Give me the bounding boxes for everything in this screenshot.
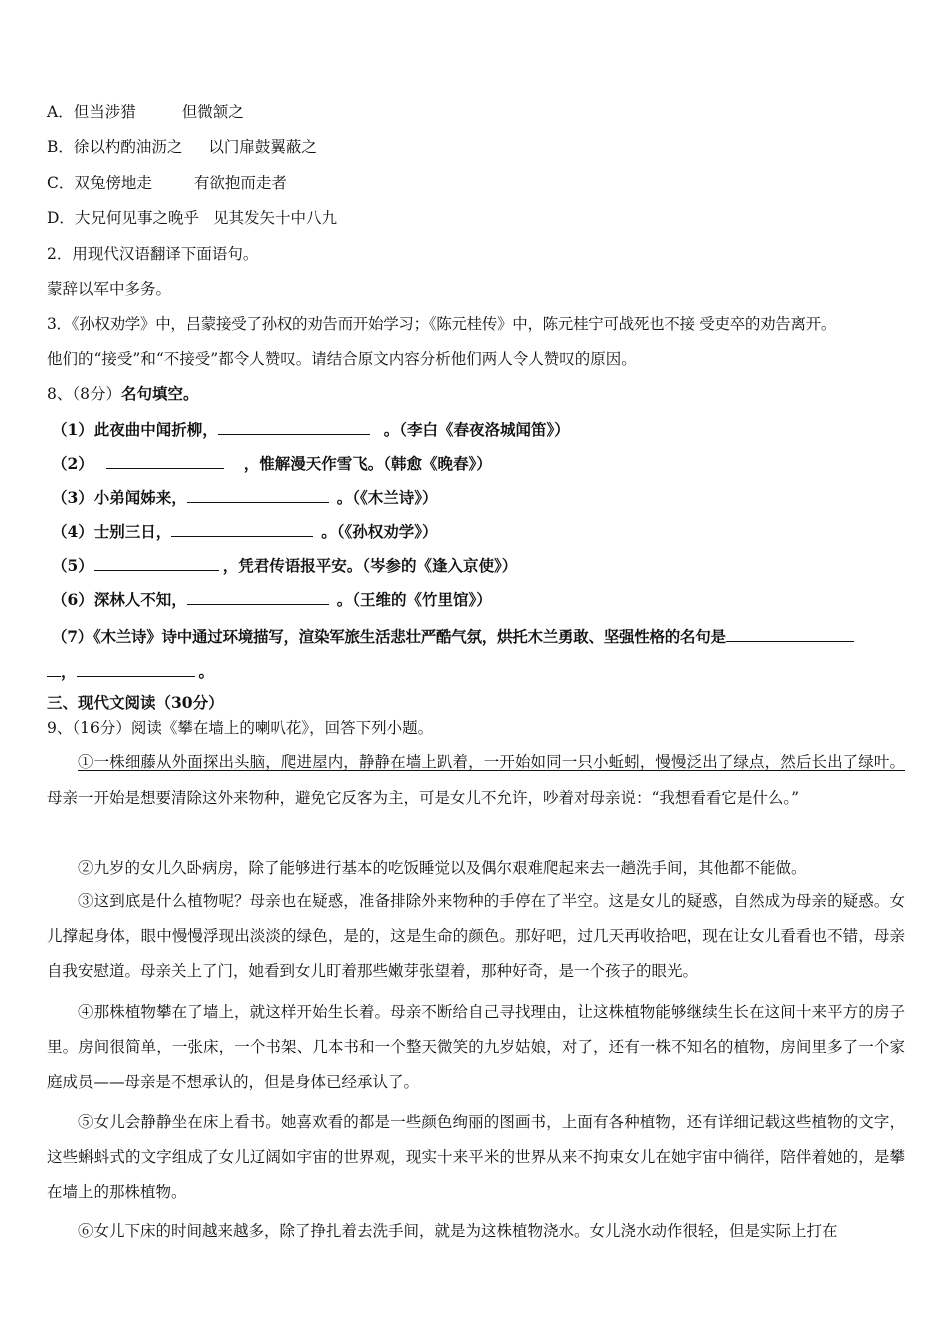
question-8-header: [47, 384, 199, 404]
paragraph-1: [47, 744, 905, 816]
underlined-sentence: ①一株细藤从外面探出头脑，爬进屋内，静静在墙上趴着，一开始如同一只小蚯蚓，慢慢泛出了绿点，然后长出了绿叶。: [78, 753, 905, 771]
answer-blank[interactable]: [187, 588, 329, 605]
question-3-line-2: 他们的“接受”和“不接受”都令人赞叹。请结合原文内容分析他们两人令人赞叹的原因。: [47, 350, 637, 368]
answer-blank[interactable]: [171, 520, 313, 537]
fill-item-text: （5）: [52, 556, 94, 575]
paragraph-5: ⑤女儿会静静坐在床上看书。她喜欢看的都是一些颜色绚丽的图画书，上面有各种植物，还有详细记载这些植物的文字，这些蝌蚪式的文字组成了女儿辽阔如宇宙的世界观，现实十来平米的世界从来不拘束女儿在她宇宙中徜徉，陪伴着她的，是攀在墙上的那株植物。: [47, 1113, 905, 1201]
section-3-title: 三、现代文阅读（30分）: [47, 693, 224, 712]
fill-item-5: [52, 554, 517, 576]
answer-blank[interactable]: [77, 660, 195, 677]
option-label: D．: [47, 209, 75, 227]
option-label: A．: [47, 103, 74, 121]
fill-item-text: （2）: [52, 454, 94, 473]
fill-item-text: （6）深林人不知，: [52, 590, 187, 609]
question-2-sentence: 蒙辞以军中多务。: [47, 280, 172, 298]
question-9-header: 9、（16分）阅读《攀在墙上的喇叭花》，回答下列小题。: [47, 719, 434, 737]
separator: ，: [61, 662, 77, 681]
fill-item-text: （4）士别三日，: [52, 522, 172, 541]
answer-blank[interactable]: [187, 486, 329, 503]
fill-item-source: ，惟解漫天作雪飞。（韩愈《晚春》）: [243, 454, 492, 473]
fill-item-source: 。（王维的《竹里馆》）: [336, 590, 492, 609]
paragraph-4: ④那株植物攀在了墙上，就这样开始生长着。母亲不断给自己寻找理由，让这株植物能够继续生长在这间十来平方的房子里。房间很简单，一张床，一个书架、几本书和一个整天微笑的九岁姑娘，对了，还有一株不知名的植物，房间里多了一个家庭成员——母亲是不想承认的，但是身体已经承认了。: [47, 1003, 905, 1091]
paragraph-2: ②九岁的女儿久卧病房，除了能够进行基本的吃饭睡觉以及偶尔艰难爬起来去一趟洗手间，其他都不能做。: [78, 859, 807, 877]
fill-item-2: [52, 452, 492, 474]
option-left: 但当涉猎: [73, 103, 136, 121]
option-left: 大兄何见事之晚乎: [74, 209, 199, 227]
answer-blank[interactable]: [218, 418, 370, 435]
question-2-prompt: 2．用现代汉语翻译下面语句。: [47, 245, 259, 263]
paragraph-1-rest: 母亲一开始是想要清除这外来物种，避免它反客为主，可是女儿不允许，吵着对母亲说：“我想看看它是什么。”: [47, 789, 800, 807]
fill-item-source: 。（李白《春夜洛城闻笛》）: [383, 420, 570, 439]
paragraph-6: ⑥女儿下床的时间越来越多，除了挣扎着去洗手间，就是为这株植物浇水。女儿浇水动作很轻，但是实际上打在: [78, 1222, 838, 1240]
fill-item-text: （7）《木兰诗》诗中通过环境描写，渲染军旅生活悲壮严酷气氛，烘托木兰勇敢、坚强性格的名句是: [52, 627, 726, 646]
fill-item-source: 。（《孙权劝学》）: [321, 522, 438, 541]
option-right: 有欲抱而走者: [193, 174, 287, 192]
fill-item-7-continued: [47, 660, 214, 682]
option-c: [47, 173, 287, 193]
period: 。: [198, 662, 215, 681]
option-b: [47, 137, 317, 157]
option-left: 双兔傍地走: [74, 174, 152, 192]
question-8-title: 名句填空。: [120, 384, 199, 403]
fill-item-text: （1）此夜曲中闻折柳，: [52, 420, 218, 439]
fill-item-6: [52, 588, 492, 610]
fill-item-3: [52, 486, 438, 508]
paragraph-3: ③这到底是什么植物呢？母亲也在疑惑，准备排除外来物种的手停在了半空。这是女儿的疑惑，自然成为母亲的疑惑。女儿撑起身体，眼中慢慢浮现出淡淡的绿色，是的，这是生命的颜色。那好吧，过几天再收拾吧，现在让女儿看看也不错，母亲自我安慰道。母亲关上了门，她看到女儿盯着那些嫩芽张望着，那种好奇，是一个孩子的眼光。: [47, 892, 905, 980]
fill-item-1: [52, 418, 570, 440]
answer-blank[interactable]: [726, 625, 854, 642]
option-label: C．: [47, 174, 75, 192]
fill-item-source: 。（《木兰诗》）: [336, 488, 438, 507]
option-d: [47, 208, 337, 228]
question-3-line-1: 3．《孙权劝学》中，吕蒙接受了孙权的劝告而开始学习；《陈元桂传》中，陈元桂宁可战死也不接 受吏卒的劝告离开。: [47, 315, 837, 333]
option-right: 见其发矢十中八九: [212, 209, 337, 227]
fill-item-4: [52, 520, 438, 542]
option-a: [47, 102, 244, 122]
fill-item-text: （3）小弟闻姊来，: [52, 488, 187, 507]
question-8-number: 8、（8分）: [47, 385, 121, 403]
answer-blank[interactable]: [47, 660, 61, 677]
option-label: B．: [47, 138, 74, 156]
option-right: 但微颔之: [181, 103, 244, 121]
fill-item-source: ，凭君传语报平安。（岑参的《逢入京使》）: [222, 556, 518, 575]
option-left: 徐以杓酌油沥之: [73, 138, 183, 156]
fill-item-7: [52, 625, 854, 647]
option-right: 以门扉鼓翼蔽之: [208, 138, 317, 156]
answer-blank[interactable]: [106, 452, 224, 469]
answer-blank[interactable]: [94, 554, 219, 571]
